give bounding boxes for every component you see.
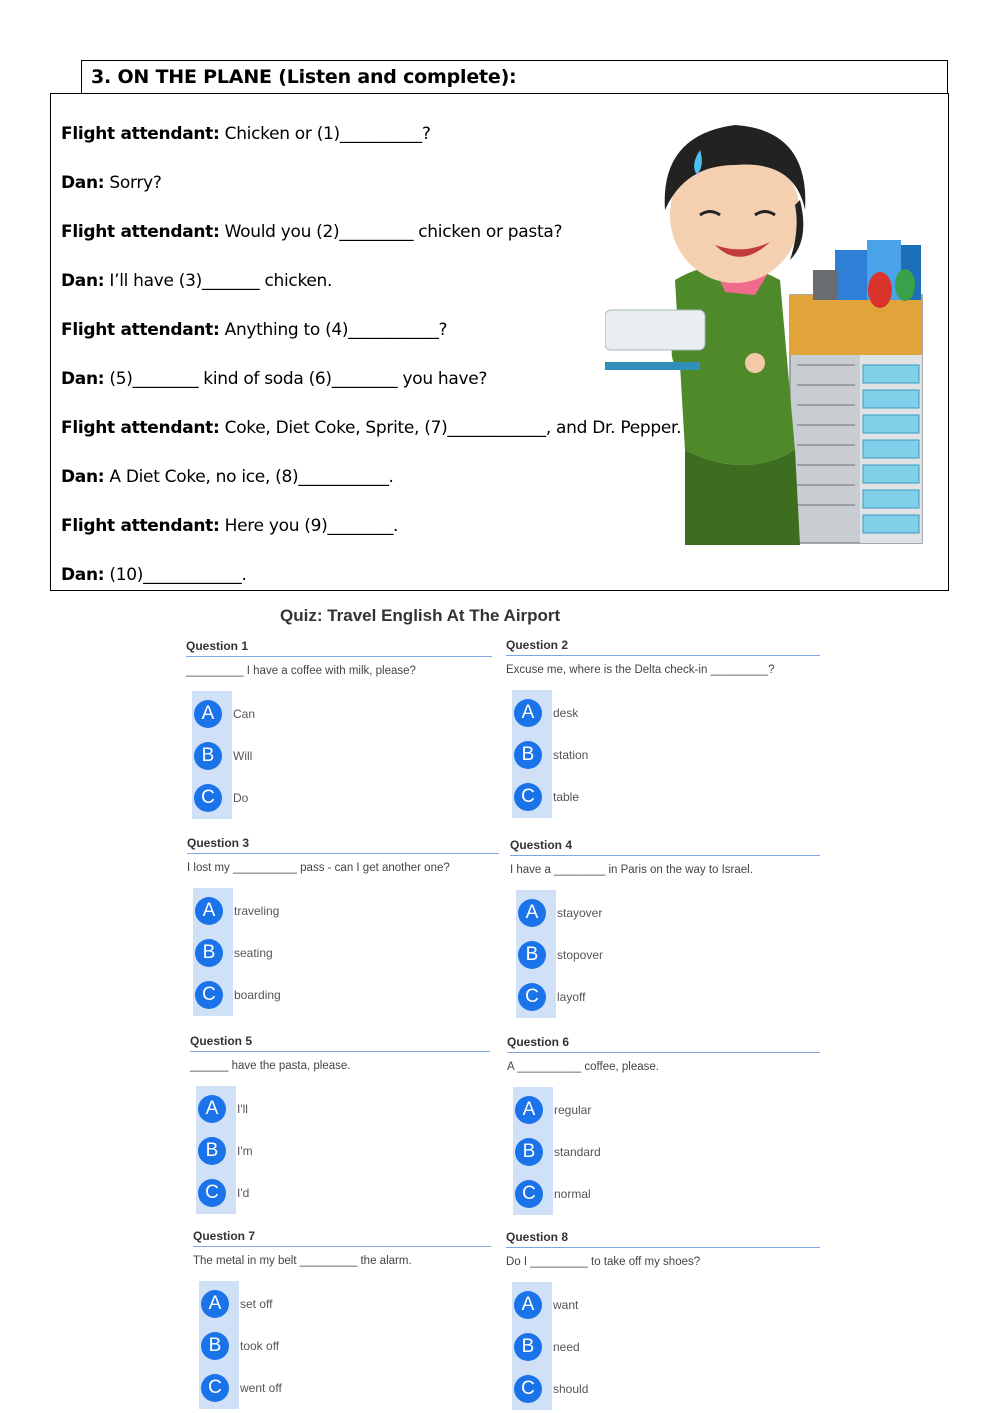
question-text: I have a ________ in Paris on the way to Israel. — [510, 864, 753, 876]
option-label: desk — [553, 706, 579, 720]
question-label: Question 6 — [507, 1035, 820, 1053]
question-label: Question 8 — [506, 1230, 820, 1248]
speaker: Flight attendant: — [61, 516, 220, 536]
option-label: seating — [234, 946, 273, 960]
option-label: station — [553, 748, 589, 762]
option-label: took off — [240, 1339, 280, 1353]
dialogue-line — [61, 467, 394, 487]
question-block — [506, 638, 820, 807]
option-label: Do — [233, 791, 249, 805]
question-block — [187, 836, 499, 1005]
speaker: Flight attendant: — [61, 418, 220, 438]
option-label: need — [553, 1340, 580, 1354]
dialogue-line — [61, 173, 162, 193]
option-c[interactable] — [193, 1372, 493, 1406]
option-letter-icon[interactable]: B — [514, 1333, 542, 1361]
option-label: I'm — [237, 1144, 253, 1158]
option-a[interactable] — [506, 1289, 806, 1323]
question-text: I lost my __________ pass - can I get another one? — [187, 862, 450, 874]
dialogue-line — [61, 124, 431, 144]
option-label: set off — [240, 1297, 273, 1311]
option-letter-icon[interactable]: B — [198, 1137, 226, 1165]
dialogue-line — [61, 320, 447, 340]
option-letter-icon[interactable]: C — [195, 981, 223, 1009]
option-letter-icon[interactable]: A — [198, 1095, 226, 1123]
question-text: A __________ coffee, please. — [507, 1061, 659, 1073]
question-label: Question 7 — [193, 1229, 491, 1247]
question-block — [186, 639, 492, 808]
option-b[interactable] — [190, 1135, 490, 1169]
option-letter-icon[interactable]: C — [514, 783, 542, 811]
question-text: The metal in my belt _________ the alarm. — [193, 1255, 412, 1267]
dialogue-line — [61, 516, 398, 536]
option-letter-icon[interactable]: B — [518, 941, 546, 969]
line-text: Coke, Diet Coke, Sprite, (7)____________, and Dr. Pepper. — [219, 418, 682, 438]
option-c[interactable] — [510, 981, 810, 1015]
question-block — [506, 1230, 820, 1399]
dialogue-line — [61, 565, 247, 585]
line-text: I’ll have (3)_______ chicken. — [104, 271, 333, 291]
question-label: Question 1 — [186, 639, 492, 657]
line-text: (10)____________. — [104, 565, 247, 585]
option-c[interactable] — [507, 1178, 807, 1212]
option-label: went off — [240, 1381, 282, 1395]
dialogue-line — [61, 369, 487, 389]
option-label: Will — [233, 749, 253, 763]
option-a[interactable] — [510, 897, 810, 931]
speaker: Dan: — [61, 271, 105, 291]
question-text: Do I _________ to take off my shoes? — [506, 1256, 701, 1268]
option-b[interactable] — [186, 740, 486, 774]
line-text: Anything to (4)___________? — [219, 320, 448, 340]
option-letter-icon[interactable]: C — [515, 1180, 543, 1208]
option-b[interactable] — [506, 1331, 806, 1365]
option-letter-icon[interactable]: B — [514, 741, 542, 769]
option-a[interactable] — [193, 1288, 493, 1322]
question-block — [510, 838, 820, 1007]
option-letter-icon[interactable]: A — [518, 899, 546, 927]
option-label: layoff — [557, 990, 586, 1004]
dialogue-line — [61, 222, 562, 242]
question-block — [193, 1229, 491, 1398]
option-a[interactable] — [186, 698, 486, 732]
option-b[interactable] — [506, 739, 806, 773]
speaker: Flight attendant: — [61, 320, 220, 340]
option-a[interactable] — [506, 697, 806, 731]
dialogue-line — [61, 271, 332, 291]
option-label: stayover — [557, 906, 603, 920]
line-text: Here you (9)________. — [219, 516, 399, 536]
option-letter-icon[interactable]: A — [514, 699, 542, 727]
option-label: normal — [554, 1187, 591, 1201]
option-label: regular — [554, 1103, 592, 1117]
line-text: A Diet Coke, no ice, (8)___________. — [104, 467, 394, 487]
option-label: traveling — [234, 904, 280, 918]
option-c[interactable] — [506, 781, 806, 815]
option-c[interactable] — [187, 979, 487, 1013]
option-a[interactable] — [187, 895, 487, 929]
question-text: _________ I have a coffee with milk, please? — [186, 665, 416, 677]
option-letter-icon[interactable]: C — [514, 1375, 542, 1403]
speaker: Dan: — [61, 173, 105, 193]
section-title: 3. ON THE PLANE (Listen and complete): — [91, 66, 517, 88]
option-label: standard — [554, 1145, 601, 1159]
flight-attendant-illustration — [605, 120, 925, 545]
question-label: Question 4 — [510, 838, 820, 856]
option-letter-icon[interactable]: A — [515, 1096, 543, 1124]
option-letter-icon[interactable]: A — [195, 897, 223, 925]
option-label: Can — [233, 707, 256, 721]
option-letter-icon[interactable]: C — [201, 1374, 229, 1402]
question-label: Question 5 — [190, 1034, 490, 1052]
line-text: Chicken or (1)__________? — [219, 124, 431, 144]
option-b[interactable] — [507, 1136, 807, 1170]
option-letter-icon[interactable]: A — [514, 1291, 542, 1319]
question-text: Excuse me, where is the Delta check-in _________? — [506, 664, 775, 676]
option-label: stopover — [557, 948, 604, 962]
section-title-box — [81, 60, 948, 93]
dialogue-line — [61, 418, 681, 438]
option-label: boarding — [234, 988, 281, 1002]
question-label: Question 2 — [506, 638, 820, 656]
option-b[interactable] — [510, 939, 810, 973]
option-c[interactable] — [190, 1177, 490, 1211]
option-letter-icon[interactable]: B — [201, 1332, 229, 1360]
option-a[interactable] — [190, 1093, 490, 1127]
option-letter-icon[interactable]: C — [194, 784, 222, 812]
question-block — [507, 1035, 820, 1204]
speaker: Dan: — [61, 565, 105, 585]
option-letter-icon[interactable]: C — [198, 1179, 226, 1207]
option-letter-icon[interactable]: B — [194, 742, 222, 770]
option-label: want — [553, 1298, 579, 1312]
option-a[interactable] — [507, 1094, 807, 1128]
question-label: Question 3 — [187, 836, 499, 854]
option-c[interactable] — [506, 1373, 806, 1407]
question-text: ______ have the pasta, please. — [190, 1060, 351, 1072]
line-text: Sorry? — [104, 173, 162, 193]
speaker: Dan: — [61, 467, 105, 487]
option-c[interactable] — [186, 782, 486, 816]
speaker: Flight attendant: — [61, 222, 220, 242]
line-text: Would you (2)_________ chicken or pasta? — [219, 222, 563, 242]
option-label: I'd — [237, 1186, 250, 1200]
option-label: I'll — [237, 1102, 248, 1116]
option-letter-icon[interactable]: B — [515, 1138, 543, 1166]
speaker: Dan: — [61, 369, 105, 389]
line-text: (5)________ kind of soda (6)________ you have? — [104, 369, 488, 389]
option-letter-icon[interactable]: C — [518, 983, 546, 1011]
quiz-title: Quiz: Travel English At The Airport — [280, 606, 561, 625]
option-letter-icon[interactable]: A — [194, 700, 222, 728]
question-block — [190, 1034, 490, 1203]
option-letter-icon[interactable]: B — [195, 939, 223, 967]
option-label: table — [553, 790, 580, 804]
option-letter-icon[interactable]: A — [201, 1290, 229, 1318]
option-b[interactable] — [193, 1330, 493, 1364]
speaker: Flight attendant: — [61, 124, 220, 144]
option-b[interactable] — [187, 937, 487, 971]
option-label: should — [553, 1382, 589, 1396]
